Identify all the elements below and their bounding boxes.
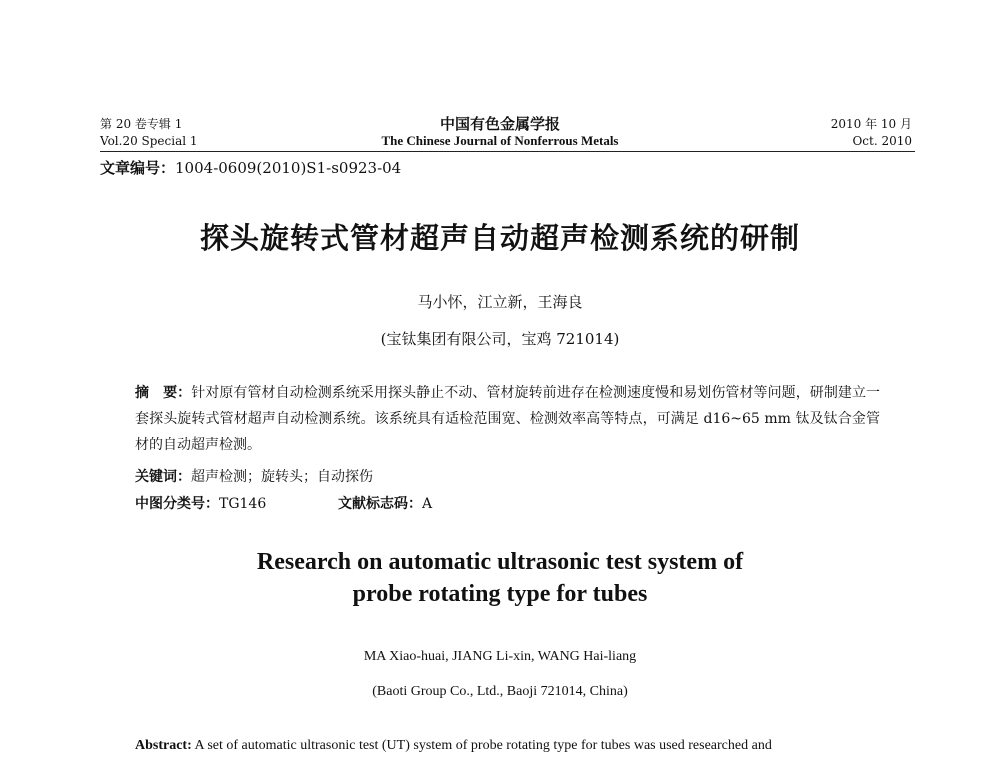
abstract-text-cn: 针对原有管材自动检测系统采用探头静止不动、管材旋转前进存在检测速度慢和易划伤管材等问题，研制建立一套探头旋转式管材超声自动检测系统。该系统具有适检范围宽、检测效率高等特点，可满足 d16~65 mm 钛及钛合金管材的自动超声检测。 (135, 385, 881, 453)
keywords-text-cn: 超声检测；旋转头；自动探伤 (191, 469, 373, 485)
keywords-cn (135, 466, 373, 486)
clc-label: 中图分类号： (135, 496, 219, 512)
paper-title-en-line1: Research on automatic ultrasonic test system of (256, 549, 744, 575)
header-volume-en: Vol.20 Special 1 (100, 134, 198, 148)
header-volume-cn: 第 20 卷专辑 1 (100, 117, 183, 131)
paper-title-en (0, 546, 1000, 610)
header-date-en: Oct. 2010 (852, 134, 912, 148)
document-code-cn (338, 493, 432, 513)
affiliation-en: (Baoti Group Co., Ltd., Baoji 721014, China) (372, 684, 628, 699)
header-journal-en: The Chinese Journal of Nonferrous Metals (381, 133, 619, 148)
header-date-cn: 2010 年 10 月 (830, 117, 912, 131)
paper-title-cn: 探头旋转式管材超声自动超声检测系统的研制 (199, 221, 800, 255)
abstract-cn (135, 380, 880, 458)
authors-cn: 马小怀，江立新，王海良 (417, 293, 583, 311)
classification-cn (135, 493, 266, 513)
header-journal-cn: 中国有色金属学报 (439, 115, 560, 133)
header-rule (100, 151, 915, 152)
article-number-value: 1004-0609(2010)S1-s0923-04 (175, 159, 402, 177)
affiliation-cn: (宝钛集团有限公司，宝鸡 721014) (380, 330, 620, 348)
article-number (100, 157, 401, 178)
doc-code-value: A (422, 496, 433, 512)
abstract-en (135, 738, 880, 754)
clc-value: TG146 (219, 496, 267, 512)
paper-title-en-line2: probe rotating type for tubes (352, 581, 648, 607)
article-number-label: 文章编号： (100, 159, 176, 177)
abstract-text-en: A set of automatic ultrasonic test (UT) system of probe rotating type for tubes was used researched and (191, 738, 772, 753)
abstract-label-en: Abstract: (135, 738, 192, 753)
doc-code-label: 文献标志码： (338, 496, 422, 512)
abstract-label-cn: 摘 要： (135, 385, 192, 401)
authors-en: MA Xiao-huai, JIANG Li-xin, WANG Hai-liang (363, 649, 637, 664)
keywords-label-cn: 关键词： (135, 469, 191, 485)
